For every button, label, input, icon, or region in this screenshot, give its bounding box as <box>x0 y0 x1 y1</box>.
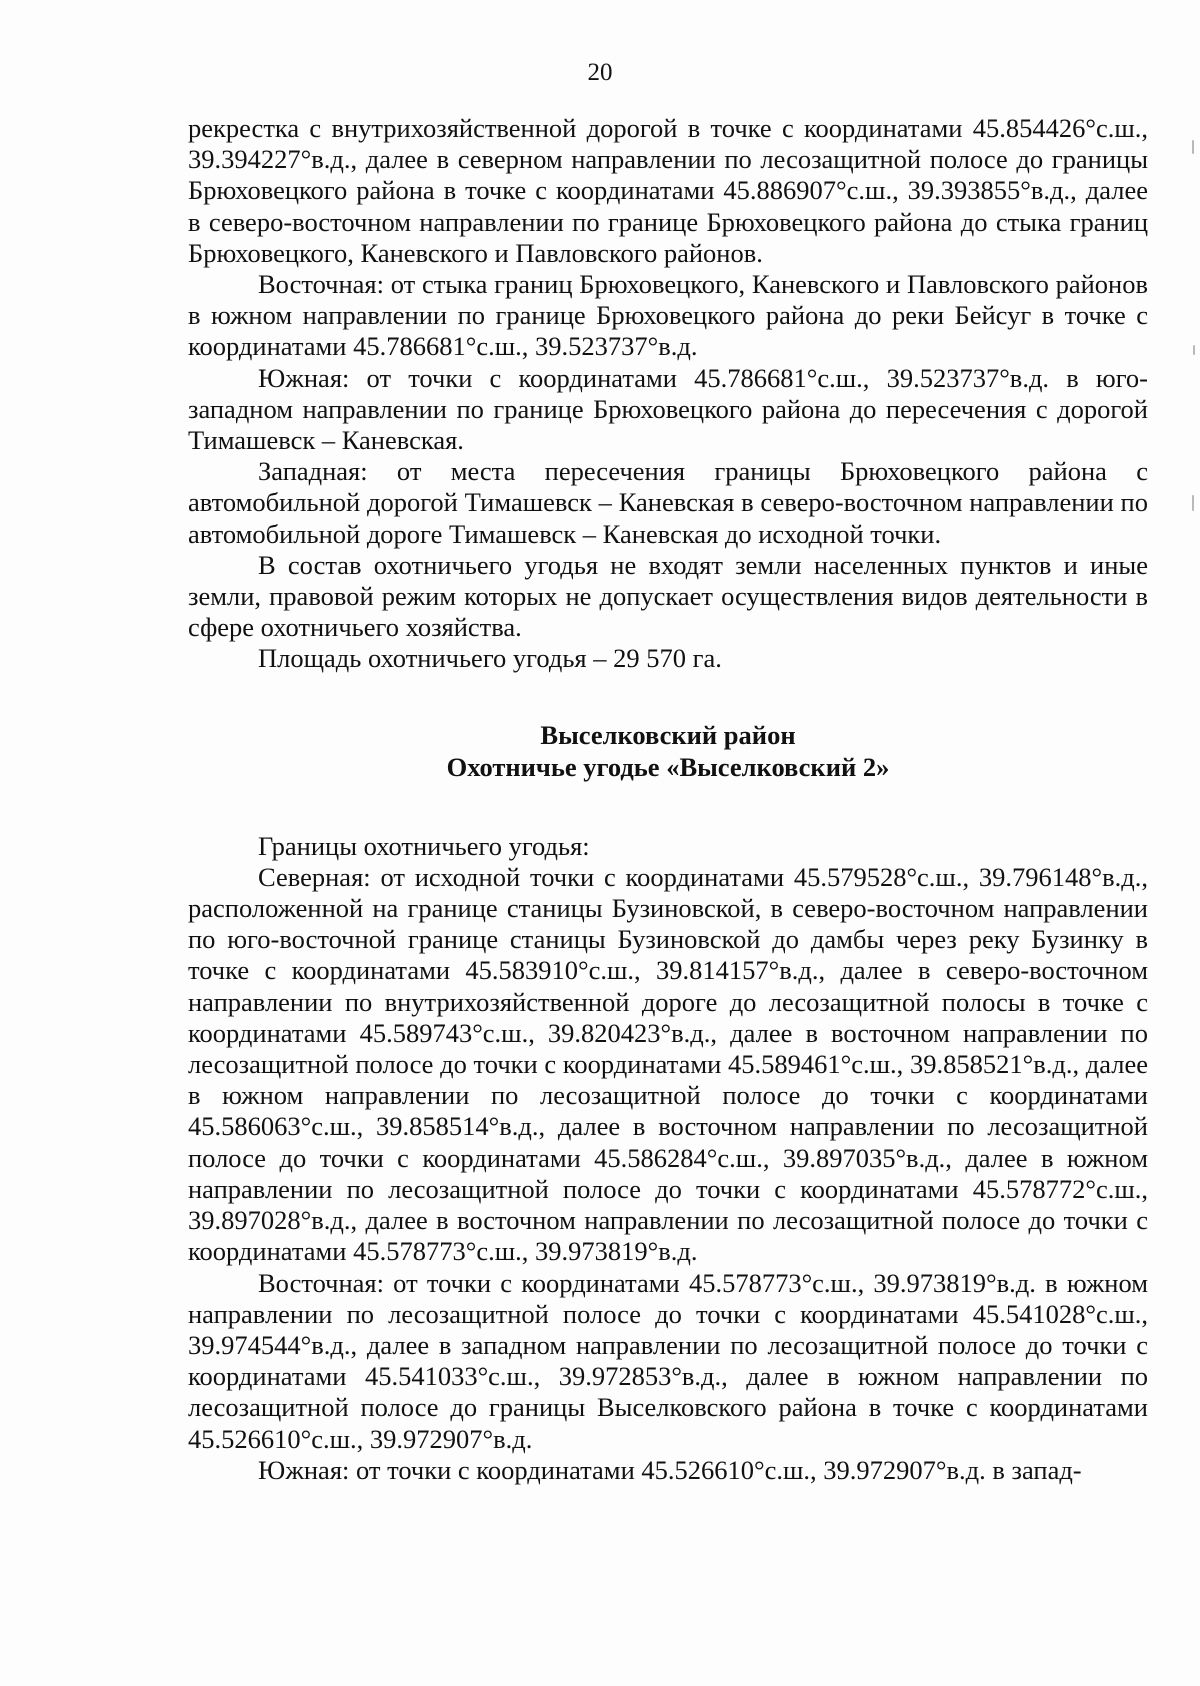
spacer <box>188 675 1148 719</box>
paragraph-south-boundary-2: Южная: от точки с координатами 45.526610°с.ш., 39.972907°в.д. в запад- <box>258 1454 1082 1485</box>
paragraph-east-boundary-2: Восточная: от точки с координатами 45.578773°с.ш., 39.973819°в.д. в южном направлении по лесозащитной полосе до точки с координатами 45.541028°с.ш., 39.974544°в.д., далее в западном направлении по лесозащитной полосе до точки с координатами 45.541033°с.ш., 39.972853°в.д., далее в южном направлении по лесозащитной полосе до границы Выселковского района в точке с координатами 45.526610°с.ш., 39.972907°в.д. <box>188 1267 1148 1454</box>
scan-artifact <box>1192 140 1194 154</box>
district-heading: Выселковский район <box>540 719 796 750</box>
paragraph-west-boundary-1: Западная: от места пересечения границы Брюховецкого района с автомобильной дорогой Тимашевск – Каневская в северо-восточном направлении по автомобильной дороге Тимашевск – Каневская до исходной точки. <box>188 456 1148 549</box>
paragraph-exclusions: В состав охотничьего угодья не входят земли населенных пунктов и иные земли, правовой режим которых не допускает осуществления видов деятельности в сфере охотничьего хозяйства. <box>188 549 1148 643</box>
hunting-ground-heading: Охотничье угодье «Выселковский 2» <box>446 751 890 782</box>
paragraph-north-boundary: Северная: от исходной точки с координатами 45.579528°с.ш., 39.796148°в.д., расположенной на границе станицы Бузиновской, в северо-восточном направлении по юго-восточной границе станицы Бузиновской до дамбы через реку Бузинку в точке с координатами 45.583910°с.ш., 39.814157°в.д., далее в северо-восточном направлении по внутрихозяйственной дороге до лесозащитной полосы в точке с координатами 45.589743°с.ш., 39.820423°в.д., далее в восточном направлении по лесозащитной полосе до точки с координатами 45.589461°с.ш., 39.858521°в.д., далее в южном направлении по лесозащитной полосе до точки с координатами 45.586063°с.ш., 39.858514°в.д., далее в восточном направлении по лесозащитной полосе до точки с координатами 45.586284°с.ш., 39.897035°в.д., далее в южном направлении по лесозащитной полосе до точки с координатами 45.578772°с.ш., 39.897028°в.д., далее в восточном направлении по лесозащитной полосе до точки с координатами 45.578773°с.ш., 39.973819°в.д. <box>188 861 1148 1267</box>
paragraph-area: Площадь охотничьего угодья – 29 570 га. <box>258 643 722 674</box>
spacer <box>188 783 1148 831</box>
scan-artifact <box>1192 495 1194 511</box>
page-number: 20 <box>587 59 613 86</box>
document-body <box>188 113 1148 1486</box>
paragraph-south-boundary-1: Южная: от точки с координатами 45.786681°с.ш., 39.523737°в.д. в юго-западном направлении по границе Брюховецкого района до пересечения с дорогой Тимашевск – Каневская. <box>188 362 1148 456</box>
paragraph-boundaries-intro: Границы охотничьего угодья: <box>258 830 590 861</box>
paragraph-continuation: рекрестка с внутрихозяйственной дорогой в точке с координатами 45.854426°с.ш., 39.394227°в.д., далее в северном направлении по лесозащитной полосе до границы Брюховецкого района в точке с координатами 45.886907°с.ш., 39.393855°в.д., далее в северо-восточном направлении по границе Брюховецкого района до стыка границ Брюховецкого, Каневского и Павловского районов. <box>188 113 1148 268</box>
scan-artifact <box>1193 345 1195 355</box>
paragraph-east-boundary-1: Восточная: от стыка границ Брюховецкого, Каневского и Павловского районов в южном направлении по границе Брюховецкого района до реки Бейсуг в точке с координатами 45.786681°с.ш., 39.523737°в.д. <box>188 269 1148 362</box>
